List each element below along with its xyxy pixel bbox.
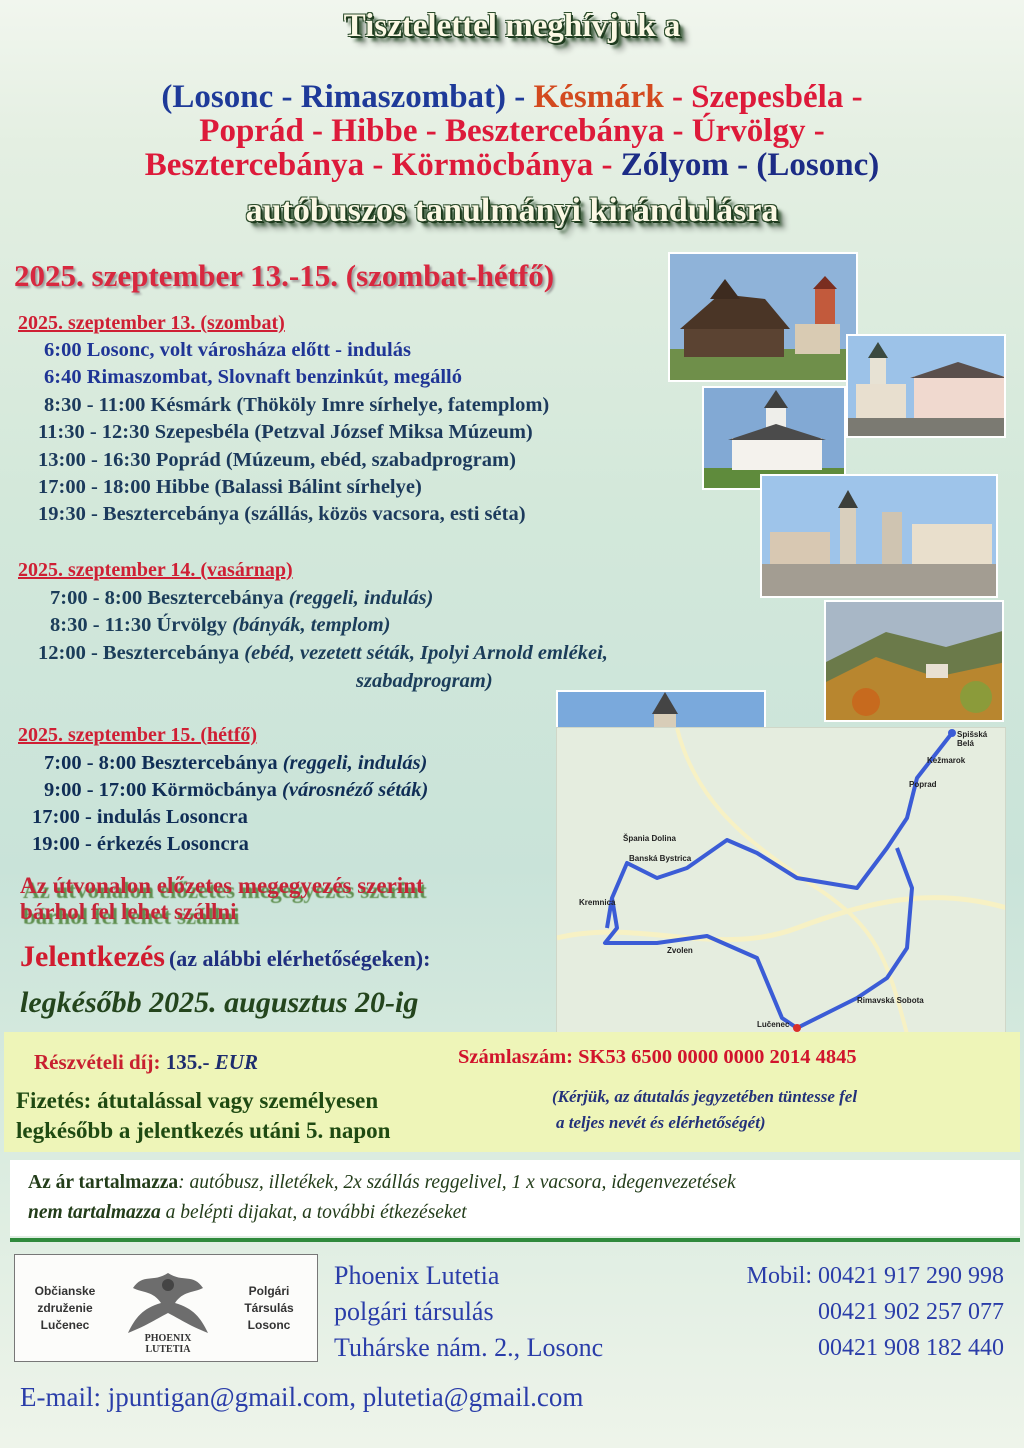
- transfer-note: [552, 1084, 857, 1136]
- szepesbela-photo: [846, 334, 1006, 438]
- payment-method: [16, 1086, 390, 1146]
- divider: [10, 1238, 1020, 1242]
- excludes-label: nem tartalmazza: [28, 1202, 161, 1223]
- schedule-text: 12:00 - Besztercebánya: [38, 642, 245, 664]
- mobile-label: Mobil:: [746, 1263, 818, 1289]
- route-segment: (Losonc - Rimaszombat) -: [161, 79, 534, 115]
- stamp-center-line: LUTETIA: [145, 1344, 191, 1355]
- main-square-image: [762, 476, 998, 598]
- schedule-row: 17:00 - indulás Losoncra: [32, 806, 248, 828]
- schedule-row: [50, 614, 391, 637]
- schedule-row: 13:00 - 16:30 Poprád (Múzeum, ebéd, szabadprogram): [38, 449, 516, 471]
- schedule-text: 8:30 - 11:30 Úrvölgy: [50, 614, 233, 636]
- boarding-note: [20, 873, 424, 925]
- map-label: Kežmarok: [927, 756, 966, 765]
- map-label: Banská Bystrica: [629, 854, 692, 863]
- route-segment: Zólyom - (Losonc): [620, 147, 880, 183]
- transfer-note-line: (Kérjük, az átutalás jegyzetében tüntesse fel: [552, 1087, 858, 1106]
- map-label: Kremnica: [579, 898, 616, 907]
- stamp-right-text: [229, 1283, 309, 1334]
- route-segment: Besztercebánya - Körmöcbánya -: [144, 147, 621, 183]
- payment-box: [4, 1032, 1020, 1152]
- schedule-row: [44, 752, 427, 775]
- phone-line: [690, 1258, 1004, 1294]
- schedule-row: 11:30 - 12:30 Szepesbéla (Petzval József Miksa Múzeum): [38, 421, 533, 443]
- bank-account: Számlaszám: SK53 6500 0000 0000 2014 4845: [458, 1046, 857, 1068]
- day2-heading: 2025. szeptember 14. (vasárnap): [18, 559, 293, 581]
- schedule-row: [50, 587, 433, 610]
- stamp-center-line: PHOENIX: [144, 1333, 192, 1344]
- price-excludes: [28, 1198, 1002, 1228]
- includes-label: Az ár tartalmazza: [28, 1172, 179, 1193]
- stamp-text: Polgári: [248, 1284, 290, 1298]
- transfer-note-line: a teljes nevét és elérhetőségét): [556, 1113, 766, 1132]
- schedule-row-continued: [356, 670, 493, 693]
- organization-address: Tuhárske nám. 2., Losonc: [334, 1333, 604, 1362]
- schedule-text: 9:00 - 17:00 Körmöcbánya: [44, 779, 283, 801]
- schedule-note: (városnéző séták): [282, 779, 429, 801]
- phone-list: [690, 1258, 1004, 1366]
- stamp-left-text: [25, 1283, 105, 1334]
- payment-method-line: legkésőbb a jelentkezés utáni 5. napon: [16, 1118, 391, 1143]
- route-segment: - Szepesbéla -: [663, 79, 863, 115]
- phone-number[interactable]: 00421 902 257 077: [818, 1299, 1004, 1325]
- map-label: Poprad: [909, 780, 937, 789]
- schedule-note: (reggeli, indulás): [282, 752, 428, 774]
- phone-number[interactable]: 00421 908 182 440: [818, 1335, 1004, 1361]
- schedule-note: (bányák, templom): [232, 614, 391, 636]
- schedule-row: 8:30 - 11:00 Késmárk (Thököly Imre sírhelye, fatemplom): [44, 394, 550, 416]
- fee-currency: EUR: [214, 1050, 258, 1074]
- schedule-note: (reggeli, indulás): [288, 587, 434, 609]
- wooden-church-image: [670, 254, 858, 382]
- schedule-row: 6:40 Rimaszombat, Slovnaft benzinkút, megálló: [44, 366, 462, 388]
- phone-number[interactable]: 00421 917 290 998: [818, 1263, 1004, 1289]
- besztercebanya-photo: [760, 474, 998, 598]
- organization-type: polgári társulás: [334, 1297, 494, 1326]
- organization-info: [334, 1258, 603, 1366]
- organization-stamp: [14, 1254, 318, 1362]
- urvolgy-photo: [824, 600, 1004, 722]
- fee-value: 135.-: [160, 1050, 215, 1074]
- phoenix-logo-icon: [113, 1263, 223, 1355]
- day3-heading: 2025. szeptember 15. (hétfő): [18, 724, 258, 746]
- stamp-text: Társulás: [244, 1301, 294, 1315]
- route-segment: Késmárk: [533, 79, 664, 115]
- invite-heading: Tisztelettel meghívjuk a: [343, 8, 681, 44]
- schedule-row: [38, 642, 608, 665]
- kesmark-church-photo: [668, 252, 858, 382]
- route-map-graphic: [557, 728, 1006, 1033]
- organization-name: Phoenix Lutetia: [334, 1261, 500, 1290]
- schedule-row: [44, 779, 428, 802]
- registration-deadline: legkésőbb 2025. augusztus 20-ig: [20, 986, 419, 1019]
- registration-label: Jelentkezés: [20, 940, 165, 973]
- registration-sub: (az alábbi elérhetőségeken):: [168, 946, 431, 971]
- event-dates: 2025. szeptember 13.-15. (szombat-hétfő): [14, 258, 555, 293]
- town-square-image: [848, 336, 1006, 438]
- email-line[interactable]: E-mail: jpuntigan@gmail.com, plutetia@gmail.com: [20, 1382, 584, 1412]
- price-info-box: [10, 1160, 1020, 1236]
- stamp-text: združenie: [37, 1301, 93, 1315]
- route-line-3: [0, 148, 1024, 182]
- registration-line: [20, 940, 430, 974]
- valley-image: [826, 602, 1004, 722]
- includes-value: : autóbusz, illetékek, 2x szállás reggelivel, 1 x vacsora, idegenvezetések: [178, 1172, 736, 1193]
- route-line-2: Poprád - Hibbe - Besztercebánya - Úrvölgy -: [199, 113, 825, 149]
- map-label: Špania Dolina: [623, 834, 676, 843]
- schedule-text: 7:00 - 8:00 Besztercebánya: [44, 752, 283, 774]
- schedule-row: 6:00 Losonc, volt városháza előtt - indulás: [44, 339, 411, 361]
- fee-label: Részvételi díj:: [34, 1050, 161, 1074]
- price-includes: [28, 1168, 1002, 1198]
- boarding-note-line: Az útvonalon előzetes megegyezés szerint: [20, 873, 424, 898]
- subtitle: autóbuszos tanulmányi kirándulásra: [245, 192, 779, 229]
- stamp-text: Občianske: [34, 1284, 96, 1298]
- map-label: Lučenec: [757, 1020, 790, 1029]
- schedule-text: 7:00 - 8:00 Besztercebánya: [50, 587, 289, 609]
- payment-method-line: Fizetés: átutalással vagy személyesen: [16, 1088, 379, 1113]
- route-map: [556, 727, 1006, 1033]
- fee-line: [34, 1050, 258, 1075]
- stamp-text: Losonc: [247, 1318, 291, 1332]
- day1-heading: 2025. szeptember 13. (szombat): [18, 312, 285, 334]
- schedule-row: 17:00 - 18:00 Hibbe (Balassi Bálint sírhelye): [38, 476, 422, 498]
- schedule-row: 19:00 - érkezés Losoncra: [32, 833, 249, 855]
- map-label: Zvolen: [667, 946, 693, 955]
- schedule-note: (ebéd, vezetett séták, Ipolyi Arnold emlékei,: [244, 642, 608, 664]
- route-line-1: [0, 80, 1024, 114]
- schedule-row: 19:30 - Besztercebánya (szállás, közös vacsora, esti séta): [38, 503, 526, 525]
- boarding-note-line: bárhol fel lehet szállni: [20, 899, 237, 924]
- stamp-text: Lučenec: [40, 1318, 90, 1332]
- map-label: Rimavská Sobota: [857, 996, 924, 1005]
- excludes-value: a belépti dijakat, a további étkezéseket: [160, 1202, 467, 1223]
- schedule-note: szabadprogram): [356, 670, 493, 692]
- map-label: Spišská Belá: [957, 730, 988, 748]
